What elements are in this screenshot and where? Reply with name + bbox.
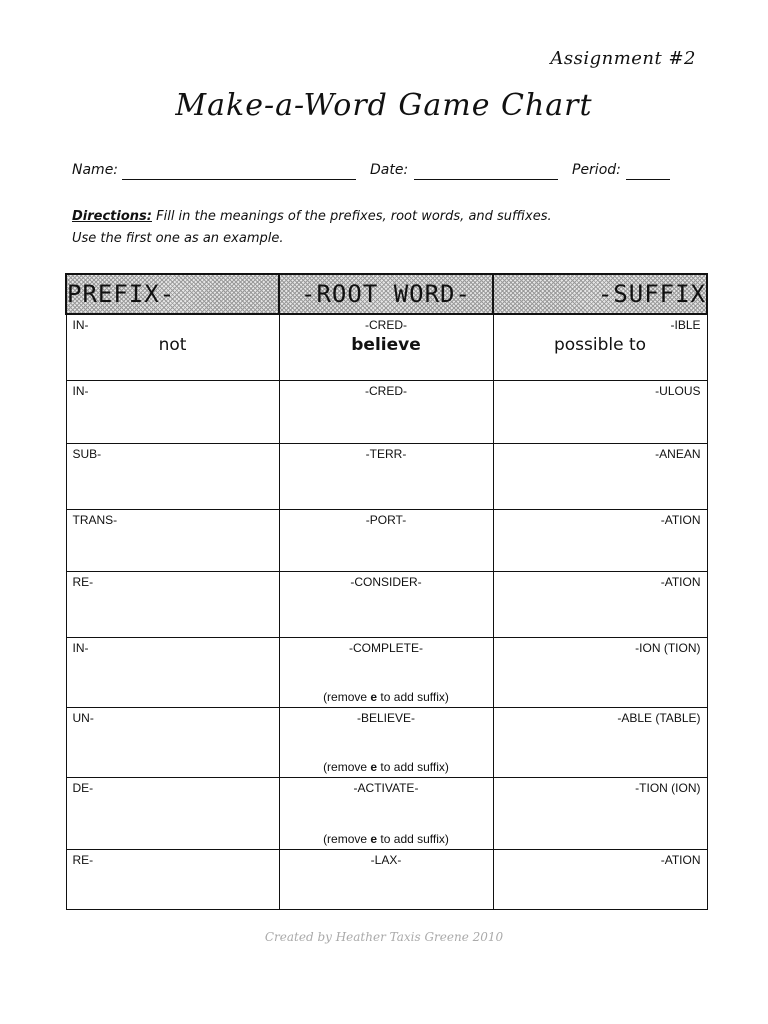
prefix-cell[interactable] <box>66 380 279 443</box>
suffix-text: -TION (ION) <box>635 780 701 795</box>
root-cell[interactable] <box>279 380 493 443</box>
suffix-text: -ABLE (TABLE) <box>617 710 701 725</box>
prefix-meaning: not <box>158 335 187 355</box>
date-field[interactable] <box>414 179 558 180</box>
root-text: -TERR- <box>365 446 407 461</box>
prefix-text: IN- <box>72 640 89 655</box>
root-text: -COMPLETE- <box>348 640 423 655</box>
prefix-text: RE- <box>72 574 94 589</box>
prefix-cell[interactable] <box>66 509 279 571</box>
root-cell[interactable] <box>279 637 493 707</box>
prefix-cell[interactable] <box>66 314 279 380</box>
suffix-cell[interactable] <box>493 707 707 777</box>
table-row-example <box>66 314 707 380</box>
directions-text-2: Use the first one as an example. <box>72 231 284 246</box>
table-row <box>66 637 707 707</box>
directions <box>72 206 692 250</box>
table-row <box>66 777 707 849</box>
name-field[interactable] <box>122 179 356 180</box>
suffix-text: -ATION <box>660 852 701 867</box>
header-suffix: -SUFFIX <box>493 274 707 314</box>
prefix-cell[interactable] <box>66 443 279 509</box>
header-prefix: PREFIX- <box>66 274 279 314</box>
table-header-row <box>66 274 707 314</box>
suffix-cell[interactable] <box>493 314 707 380</box>
prefix-cell[interactable] <box>66 571 279 637</box>
root-cell[interactable] <box>279 443 493 509</box>
prefix-text: IN- <box>72 383 89 398</box>
prefix-text: TRANS- <box>72 512 118 527</box>
root-cell[interactable] <box>279 849 493 909</box>
root-cell[interactable] <box>279 777 493 849</box>
table-row <box>66 443 707 509</box>
suffix-note: (remove e to add suffix) <box>323 689 449 704</box>
suffix-cell[interactable] <box>493 637 707 707</box>
suffix-text: -ATION <box>660 512 701 527</box>
root-text: -BELIEVE- <box>356 710 416 725</box>
prefix-text: UN- <box>72 710 94 725</box>
root-cell[interactable] <box>279 707 493 777</box>
suffix-cell[interactable] <box>493 849 707 909</box>
suffix-cell[interactable] <box>493 380 707 443</box>
name-label: Name: <box>72 162 119 178</box>
prefix-cell[interactable] <box>66 637 279 707</box>
root-text: -LAX- <box>370 852 402 867</box>
prefix-cell[interactable] <box>66 707 279 777</box>
root-text: -CRED- <box>365 318 407 332</box>
period-label: Period: <box>572 162 621 178</box>
directions-text: Fill in the meanings of the prefixes, root words, and suffixes. <box>151 209 552 224</box>
prefix-text: RE- <box>72 852 94 867</box>
prefix-cell[interactable] <box>66 777 279 849</box>
directions-label: Directions: <box>72 209 152 224</box>
suffix-meaning: possible to <box>553 335 647 355</box>
prefix-text: IN- <box>72 318 89 332</box>
word-chart-table <box>65 273 708 910</box>
root-text: -PORT- <box>365 512 407 527</box>
table-row <box>66 509 707 571</box>
prefix-text: SUB- <box>72 446 102 461</box>
suffix-text: -ULOUS <box>655 383 701 398</box>
assignment-number: Assignment #2 <box>550 48 696 69</box>
table-row <box>66 380 707 443</box>
suffix-text: -ATION <box>660 574 701 589</box>
period-field[interactable] <box>626 179 670 180</box>
prefix-cell[interactable] <box>66 849 279 909</box>
suffix-cell[interactable] <box>493 509 707 571</box>
student-info-row <box>72 162 692 184</box>
table-row <box>66 707 707 777</box>
suffix-text: -IBLE <box>670 318 701 332</box>
suffix-cell[interactable] <box>493 777 707 849</box>
header-root-word: -ROOT WORD- <box>279 274 493 314</box>
root-cell[interactable] <box>279 314 493 380</box>
date-label: Date: <box>370 162 409 178</box>
suffix-cell[interactable] <box>493 443 707 509</box>
root-text: -ACTIVATE- <box>353 780 419 795</box>
page-title: Make-a-Word Game Chart <box>175 88 593 123</box>
root-meaning: believe <box>351 335 421 355</box>
prefix-text: DE- <box>72 780 94 795</box>
suffix-text: -ION (TION) <box>635 640 701 655</box>
root-cell[interactable] <box>279 571 493 637</box>
suffix-cell[interactable] <box>493 571 707 637</box>
table-row <box>66 849 707 909</box>
suffix-note: (remove e to add suffix) <box>323 759 449 774</box>
root-text: -CONSIDER- <box>350 574 422 589</box>
root-cell[interactable] <box>279 509 493 571</box>
credit-footer: Created by Heather Taxis Greene 2010 <box>264 930 504 944</box>
table-row <box>66 571 707 637</box>
suffix-note: (remove e to add suffix) <box>323 831 449 846</box>
suffix-text: -ANEAN <box>655 446 701 461</box>
root-text: -CRED- <box>365 383 407 398</box>
